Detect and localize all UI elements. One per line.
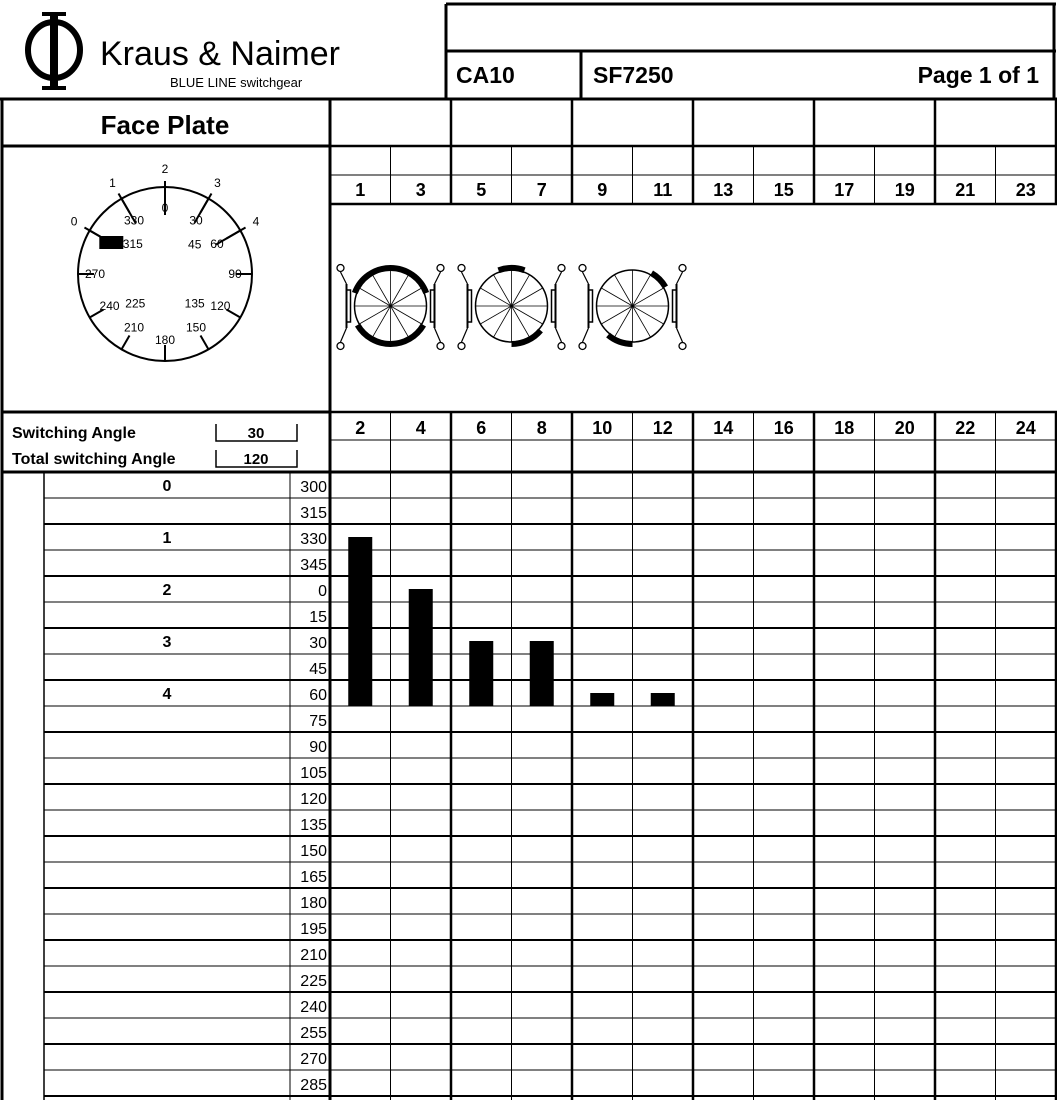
- cam-spoke: [512, 275, 530, 306]
- angle-label: 240: [99, 299, 120, 313]
- terminal-number-top: 9: [597, 180, 608, 200]
- position-number: 2: [162, 582, 172, 599]
- brand-tagline: BLUE LINE switchgear: [170, 75, 303, 90]
- contact-closed-bar: [348, 537, 372, 706]
- cam-lobe: [499, 268, 525, 270]
- angle-label: 45: [188, 237, 202, 252]
- terminal-lead: [556, 328, 562, 342]
- cam-spoke: [633, 306, 664, 324]
- terminal-number-bottom: 6: [476, 418, 487, 438]
- terminal-icon: [558, 265, 565, 272]
- terminal-number-bottom: 4: [415, 418, 426, 438]
- terminal-lead: [341, 328, 347, 342]
- angle-value: 135: [300, 817, 327, 834]
- angle-label: 330: [123, 213, 145, 228]
- angle-label: 315: [122, 236, 143, 251]
- total-switching-angle-label: Total switching Angle: [12, 451, 176, 468]
- terminal-number-bottom: 2: [355, 418, 366, 438]
- cam-spoke: [494, 306, 512, 337]
- terminal-number-top: 17: [834, 180, 855, 200]
- angle-value: 180: [300, 895, 327, 912]
- terminal-number-bottom: 16: [773, 418, 794, 438]
- angle-value: 165: [300, 869, 327, 886]
- cam-spoke: [391, 306, 422, 324]
- cam-spoke: [633, 288, 664, 306]
- angle-label: 60: [210, 237, 224, 251]
- contact-closed-bar: [469, 641, 493, 706]
- cam-diagram: [337, 265, 444, 350]
- page-indicator: Page 1 of 1: [917, 62, 1039, 88]
- cam-diagram: [579, 265, 686, 350]
- contact-grid: [330, 99, 1057, 1100]
- dial-tick: [201, 335, 209, 349]
- terminal-icon: [679, 343, 686, 350]
- position-label: 4: [252, 214, 260, 229]
- terminal-number-top: 3: [415, 180, 426, 200]
- logo-icon: [28, 12, 80, 90]
- angle-value: 270: [300, 1051, 327, 1068]
- cam-spoke: [373, 275, 391, 306]
- cam-spoke: [391, 306, 409, 337]
- cam-lobe: [608, 335, 632, 344]
- contact-closed-bar: [590, 693, 614, 706]
- terminal-icon: [558, 343, 565, 350]
- terminal-lead: [583, 328, 589, 342]
- angle-value: 345: [300, 557, 327, 574]
- angle-value: 285: [300, 1077, 327, 1094]
- angle-label: 180: [154, 333, 176, 347]
- angle-value: 30: [309, 635, 327, 652]
- angle-value: 15: [309, 609, 327, 626]
- terminal-lead: [677, 272, 683, 284]
- terminal-number-top: 19: [894, 180, 915, 200]
- angle-value: 315: [300, 505, 327, 522]
- terminal-lead: [677, 328, 683, 342]
- switching-angle-value: 30: [247, 425, 265, 442]
- contact-closed-bar: [530, 641, 554, 706]
- contact-closed-bar: [651, 693, 675, 706]
- terminal-icon: [579, 343, 586, 350]
- angle-label: 270: [84, 267, 106, 281]
- angle-value: 210: [300, 947, 327, 964]
- terminal-lead: [435, 272, 441, 284]
- terminal-number-top: 11: [653, 180, 673, 200]
- terminal-icon: [337, 265, 344, 272]
- contact-closed-bar: [409, 589, 433, 706]
- cam-spoke: [615, 306, 633, 337]
- cam-spoke: [391, 275, 409, 306]
- cam-spoke: [601, 306, 632, 324]
- dial-tick: [122, 335, 130, 349]
- terminal-icon: [437, 265, 444, 272]
- angle-value: 330: [300, 531, 327, 548]
- cam-spoke: [512, 288, 543, 306]
- angle-value: 300: [300, 479, 327, 496]
- terminal-number-top: 23: [1015, 180, 1036, 200]
- brand-name: Kraus & Naimer: [100, 35, 340, 73]
- cam-spoke: [615, 275, 633, 306]
- terminal-lead: [556, 272, 562, 284]
- cam-spoke: [601, 288, 632, 306]
- position-number: 0: [162, 478, 172, 495]
- angle-label: 0: [161, 201, 169, 215]
- cam-spoke: [512, 306, 543, 324]
- terminal-number-bottom: 12: [652, 418, 673, 438]
- angle-value: 255: [300, 1025, 327, 1042]
- terminal-lead: [462, 328, 468, 342]
- cam-spoke: [480, 288, 511, 306]
- total-switching-angle-value: 120: [243, 451, 269, 468]
- cam-spoke: [633, 275, 651, 306]
- face-plate-panel: [2, 99, 1057, 1100]
- cam-diagram: [458, 265, 565, 350]
- cam-spoke: [480, 306, 511, 324]
- terminal-lead: [583, 272, 589, 284]
- terminal-icon: [337, 343, 344, 350]
- angle-value: 150: [300, 843, 327, 860]
- position-number: 4: [162, 686, 172, 703]
- angle-label: 210: [123, 320, 145, 335]
- terminal-number-top: 21: [955, 180, 976, 200]
- terminal-number-bottom: 18: [834, 418, 855, 438]
- terminal-lead: [341, 272, 347, 284]
- position-number: 1: [162, 530, 172, 547]
- angle-value: 75: [309, 713, 327, 730]
- terminal-lead: [435, 328, 441, 342]
- header: [0, 4, 1057, 99]
- terminal-number-top: 15: [773, 180, 794, 200]
- terminal-number-bottom: 14: [713, 418, 734, 438]
- terminal-number-bottom: 22: [955, 418, 976, 438]
- switching-angle-label: Switching Angle: [12, 425, 136, 442]
- angle-table: [44, 472, 1057, 1100]
- angle-label: 120: [210, 299, 231, 313]
- cam-lobe: [512, 330, 541, 344]
- angle-value: 90: [309, 739, 327, 756]
- angle-value: 0: [318, 583, 327, 600]
- terminal-number-bottom: 24: [1015, 418, 1036, 438]
- terminal-number-top: 5: [476, 180, 487, 200]
- position-label: 3: [214, 176, 221, 191]
- cam-spoke: [512, 306, 530, 337]
- angle-label: 135: [184, 296, 205, 311]
- terminal-number-top: 13: [713, 180, 734, 200]
- terminal-number-top: 1: [355, 180, 366, 200]
- cam-lobe: [652, 273, 666, 287]
- terminal-number-top: 7: [536, 180, 547, 200]
- angle-value: 225: [300, 973, 327, 990]
- contact-cam-diagrams: [337, 265, 686, 350]
- angle-value: 60: [309, 687, 327, 704]
- cam-spoke: [633, 306, 651, 337]
- cam-spoke: [359, 306, 390, 324]
- face-plate-title: Face Plate: [100, 110, 230, 140]
- angle-value: 240: [300, 999, 327, 1016]
- angle-label: 225: [125, 296, 146, 311]
- angle-label-highlight: 300: [102, 238, 121, 250]
- position-label: 0: [70, 214, 78, 229]
- terminal-number-bottom: 8: [536, 418, 547, 438]
- terminal-icon: [579, 265, 586, 272]
- face-plate-dial: [71, 162, 260, 361]
- terminal-icon: [437, 343, 444, 350]
- terminal-icon: [458, 265, 465, 272]
- angle-label: 150: [185, 320, 207, 335]
- angle-label: 90: [228, 267, 242, 281]
- cam-spoke: [494, 275, 512, 306]
- position-label: 1: [109, 176, 116, 191]
- terminal-number-bottom: 20: [894, 418, 915, 438]
- terminal-icon: [679, 265, 686, 272]
- cam-spoke: [359, 288, 390, 306]
- position-label: 2: [161, 162, 169, 176]
- cam-spoke: [391, 288, 422, 306]
- angle-value: 105: [300, 765, 327, 782]
- position-number: 3: [162, 634, 172, 651]
- angle-value: 45: [309, 661, 327, 678]
- part-number: SF7250: [593, 62, 674, 88]
- cam-spoke: [373, 306, 391, 337]
- terminal-number-bottom: 10: [592, 418, 613, 438]
- angle-value: 120: [300, 791, 327, 808]
- angle-label: 30: [189, 213, 203, 228]
- series-code: CA10: [456, 62, 515, 88]
- terminal-lead: [462, 272, 468, 284]
- angle-value: 195: [300, 921, 327, 938]
- terminal-icon: [458, 343, 465, 350]
